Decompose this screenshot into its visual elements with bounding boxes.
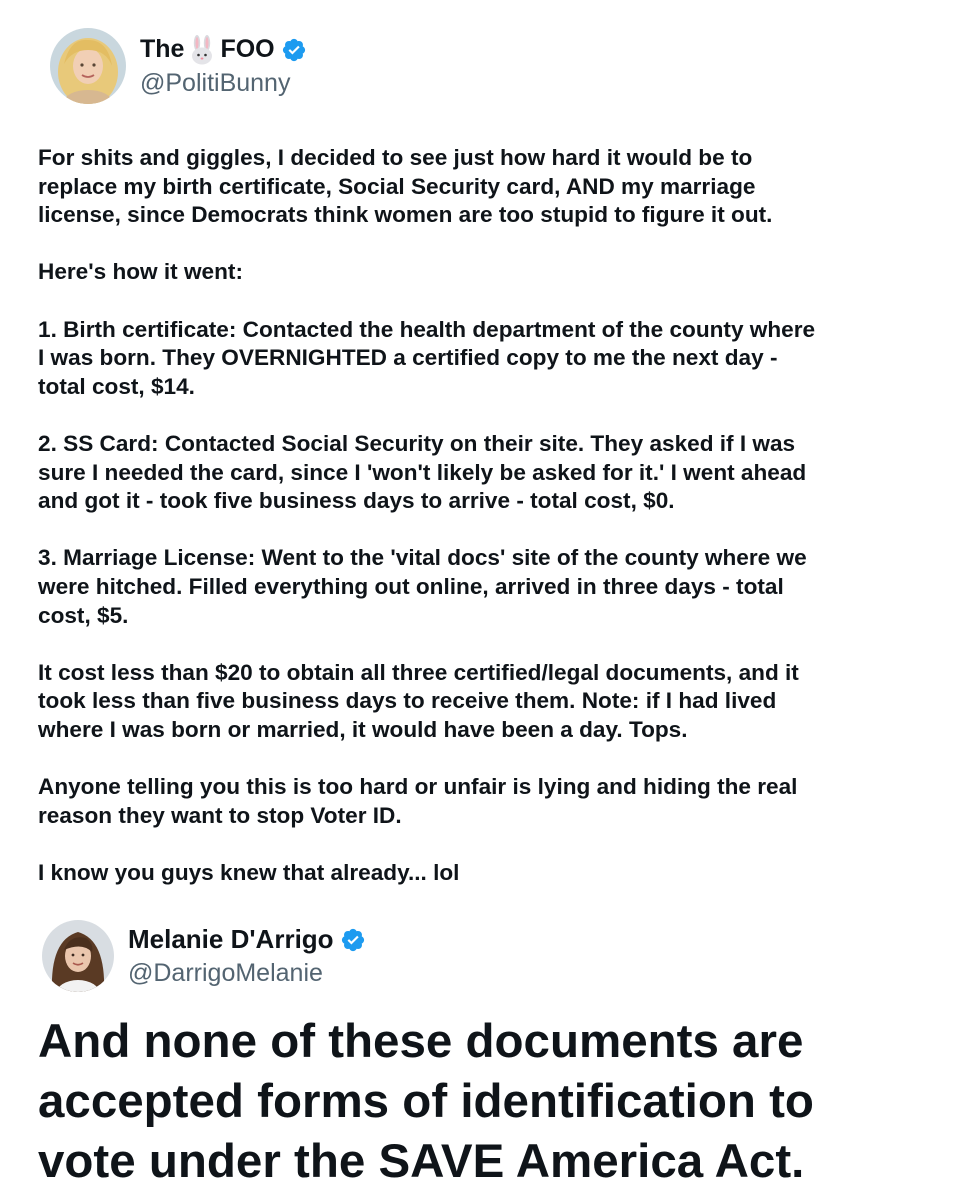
user-photo-icon [42,920,114,992]
rabbit-face-icon [188,35,216,65]
tweet-paragraph: It cost less than $20 to obtain all three certified/legal documents, and it took less than five business days to receive them. Note: if I had lived where I was born or married, it would have been a day. Tops. [38,659,799,742]
user-photo-icon [50,28,126,104]
avatar[interactable] [42,920,114,992]
tweet-paragraph: 3. Marriage License: Went to the 'vital docs' site of the county where we were hitched. Filled everything out online, arrived in three days - total cost, $5. [38,545,807,628]
display-name[interactable] [128,924,366,955]
tweet-text [38,144,928,916]
display-name-part: The [140,35,185,63]
reply-tweet-header [42,920,366,992]
reply-tweet-text: And none of these documents are accepted forms of identification to vote under the SAVE America Act. [38,1015,814,1188]
tweet-paragraph: Anyone telling you this is too hard or unfair is lying and hiding the real reason they want to stop Voter ID. [38,774,798,828]
avatar[interactable] [50,28,126,104]
verified-badge-icon [281,37,307,63]
tweet-paragraph: For shits and giggles, I decided to see just how hard it would be to replace my birth certificate, Social Security card, AND my marriage license, since Democrats think women are too stupid to figure it out. [38,145,773,228]
tweet-paragraph: 2. SS Card: Contacted Social Security on their site. They asked if I was sure I needed the card, since I 'won't likely be asked for it.' I went ahead and got it - took five business days to arrive - total cost, $0. [38,430,807,514]
verified-badge-icon [340,927,366,953]
tweet-paragraph: I know you guys knew that already... lol [38,859,460,885]
user-handle[interactable]: @DarrigoMelanie [128,959,323,987]
user-handle[interactable]: @PolitiBunny [140,68,291,97]
original-tweet-header [50,28,307,104]
display-name-text: Melanie D'Arrigo [128,924,334,954]
display-name-part: FOO [220,35,275,63]
tweet-paragraph: 1. Birth certificate: Contacted the health department of the county where I was born. They OVERNIGHTED a certified copy to me the next day - total cost, $14. [38,316,816,399]
tweet-paragraph: Here's how it went: [38,259,243,285]
display-name[interactable] [140,35,307,65]
